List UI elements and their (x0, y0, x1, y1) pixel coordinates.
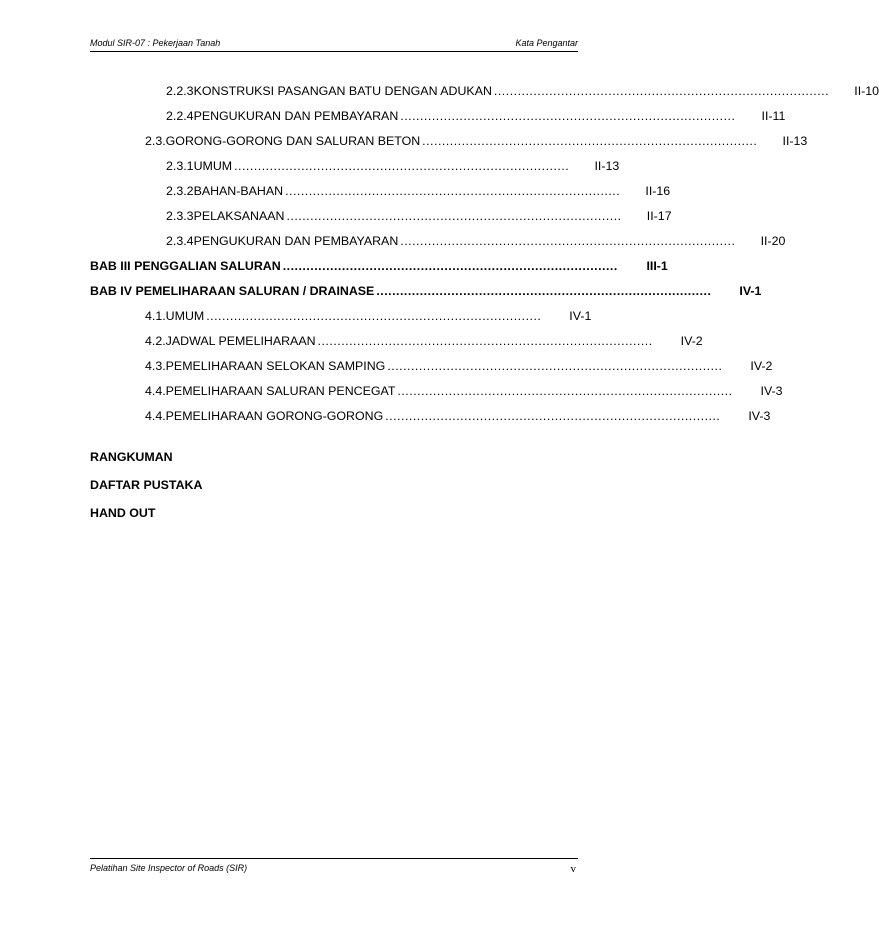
toc-entry[interactable] (90, 184, 671, 209)
toc-entry-number: 4.4. (145, 409, 166, 423)
toc-extra-title: DAFTAR PUSTAKA (90, 478, 203, 492)
toc-entry[interactable] (90, 159, 620, 184)
toc-entry-number: 2.3.1 (166, 159, 194, 173)
toc-entry-page: II-11 (761, 109, 786, 123)
toc-entry-number: 2.3.2 (166, 184, 194, 198)
toc-entry-page: II-20 (760, 234, 786, 248)
toc-chapter-title: PENGGALIAN SALURAN (134, 259, 281, 273)
toc-entry-title: UMUM (165, 309, 205, 323)
toc-extra-title: HAND OUT (90, 506, 156, 520)
footer-page-number: v (570, 863, 576, 875)
toc-leader: ..................................................................................... (400, 234, 736, 248)
toc-entry-page: IV-3 (760, 384, 783, 398)
toc-entry[interactable] (90, 359, 773, 384)
toc-chapter-page: III-1 (646, 259, 668, 273)
header-module-title: Modul SIR-07 : Pekerjaan Tanah (90, 38, 221, 48)
toc-entry-title: PEMELIHARAAN SELOKAN SAMPING (165, 359, 386, 373)
toc-leader: ..................................................................................... (285, 184, 621, 198)
toc-entry-title: UMUM (193, 159, 233, 173)
toc-leader: ..................................................................................... (400, 109, 736, 123)
toc-entry-page: IV-3 (748, 409, 771, 423)
toc-entry-number: 4.1. (145, 309, 166, 323)
toc-leader: ..................................................................................... (387, 359, 723, 373)
toc-entry-number: 2.2.4 (166, 109, 194, 123)
toc-entry-number: 2.3.3 (166, 209, 194, 223)
toc-entry[interactable] (90, 109, 786, 134)
toc-entry-title: PELAKSANAAN (193, 209, 285, 223)
toc-entry-number: 4.2. (145, 334, 166, 348)
toc-entry[interactable] (90, 309, 592, 334)
toc-entry-title: BAHAN-BAHAN (193, 184, 284, 198)
toc-extra-hand-out[interactable] (90, 506, 578, 534)
toc-chapter-page: IV-1 (739, 284, 762, 298)
toc-leader: ..................................................................................... (234, 159, 570, 173)
toc-entry-page: II-10 (854, 84, 879, 98)
toc-entry-page: IV-1 (569, 309, 592, 323)
toc-entry-number: 4.3. (145, 359, 166, 373)
toc-entry-title: PENGUKURAN DAN PEMBAYARAN (193, 234, 399, 248)
header-section-title: Kata Pengantar (515, 38, 578, 48)
toc-leader: ..................................................................................... (422, 134, 758, 148)
toc-entry-page: IV-2 (750, 359, 773, 373)
toc-entry[interactable] (90, 234, 786, 259)
page-header (90, 38, 578, 52)
toc-entry[interactable] (90, 209, 672, 234)
toc-leader: ..................................................................................... (206, 309, 542, 323)
toc-leader: ..................................................................................... (286, 209, 622, 223)
toc-leader: ..................................................................................... (493, 84, 830, 98)
spacer (90, 434, 578, 450)
toc-chapter-number: BAB III (90, 259, 131, 273)
toc-chapter-number: BAB IV (90, 284, 132, 298)
toc-entry[interactable] (90, 134, 808, 159)
toc-entry-page: IV-2 (680, 334, 703, 348)
toc-entry-page: II-16 (645, 184, 671, 198)
toc-entry-title: PEMELIHARAAN GORONG-GORONG (165, 409, 384, 423)
toc-entry[interactable] (90, 84, 879, 109)
toc-extra-rangkuman[interactable] (90, 450, 578, 478)
toc-leader: ..................................................................................... (282, 259, 618, 273)
toc-entry[interactable] (90, 334, 703, 359)
toc-entry-page: II-13 (782, 134, 808, 148)
toc-entry-title: PEMELIHARAAN SALURAN PENCEGAT (165, 384, 396, 398)
toc-extra-title: RANGKUMAN (90, 450, 173, 464)
toc-entry-number: 4.4. (145, 384, 166, 398)
toc-entry[interactable] (90, 409, 771, 434)
toc-chapter[interactable] (90, 259, 668, 284)
toc-entry-title: KONSTRUKSI PASANGAN BATU DENGAN ADUKAN (193, 84, 492, 98)
toc-entry-number: 2.3. (145, 134, 166, 148)
toc-extra-daftar-pustaka[interactable] (90, 478, 578, 506)
toc-entry-page: II-13 (594, 159, 620, 173)
toc-entry-title: GORONG-GORONG DAN SALURAN BETON (165, 134, 421, 148)
toc-entry-number: 2.3.4 (166, 234, 194, 248)
toc-entry-page: II-17 (646, 209, 672, 223)
toc-leader: ..................................................................................... (385, 409, 721, 423)
table-of-contents (90, 84, 879, 534)
toc-entry-number: 2.2.3 (166, 84, 194, 98)
toc-leader: ..................................................................................... (317, 334, 653, 348)
toc-entry[interactable] (90, 384, 783, 409)
page-footer (90, 858, 578, 875)
toc-chapter[interactable] (90, 284, 762, 309)
toc-chapter-title: PEMELIHARAAN SALURAN / DRAINASE (135, 284, 375, 298)
toc-entry-title: JADWAL PEMELIHARAAN (165, 334, 316, 348)
toc-leader: ..................................................................................... (376, 284, 712, 298)
toc-entry-title: PENGUKURAN DAN PEMBAYARAN (193, 109, 399, 123)
footer-course-title: Pelatihan Site Inspector of Roads (SIR) (90, 863, 248, 873)
toc-leader: ..................................................................................... (397, 384, 733, 398)
